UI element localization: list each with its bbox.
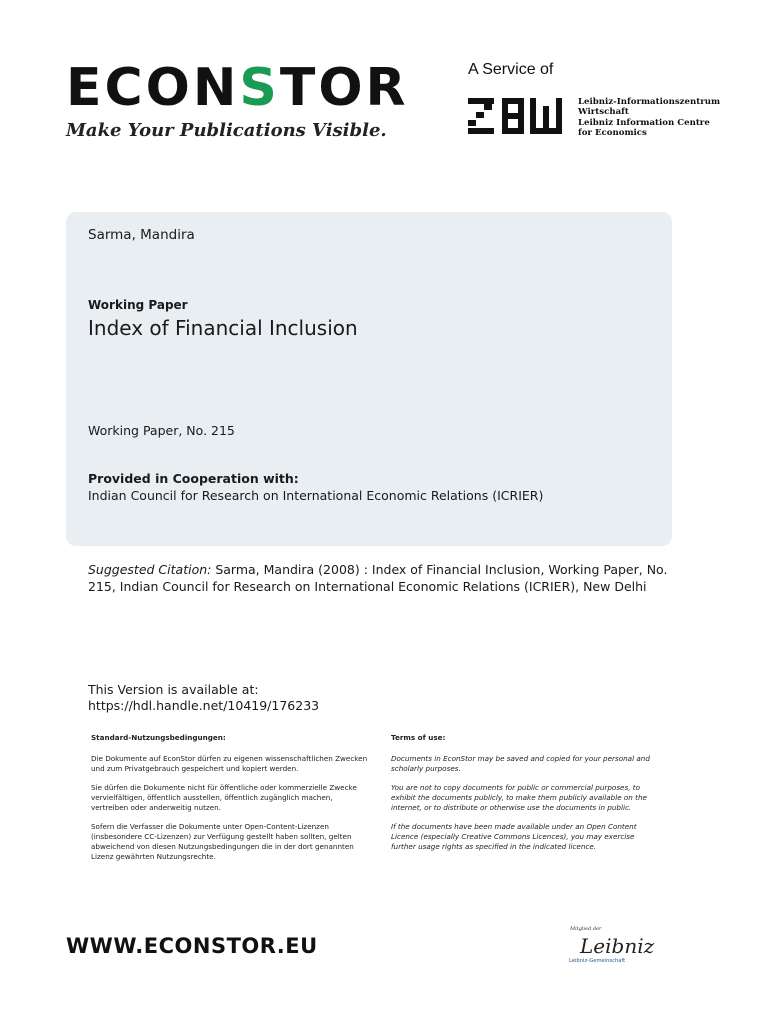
leibniz-wordmark: Leibniz [580, 934, 655, 958]
handle-link[interactable]: https://hdl.handle.net/10419/176233 [88, 698, 320, 713]
zbw-line-1: Leibniz-Informationszentrum [578, 97, 721, 107]
logo-part-econ: ECON [66, 58, 240, 118]
document-type: Working Paper [88, 298, 188, 312]
econstor-website-link[interactable]: WWW.ECONSTOR.EU [66, 934, 318, 958]
terms-english [391, 733, 661, 861]
suggested-citation [88, 561, 668, 595]
citation-text: Sarma, Mandira (2008) : Index of Financial Inclusion, Working Paper, No. 215, Indian Council for Research on International Economic Relations (ICRIER), New Delhi [88, 562, 668, 594]
document-title: Index of Financial Inclusion [88, 316, 358, 340]
logo-part-tor: TOR [279, 58, 409, 118]
zbw-line-3: Leibniz Information Centre [578, 117, 710, 128]
zbw-line-4: for Economics [578, 128, 647, 139]
logo-part-s: S [239, 58, 280, 118]
terms-german-p2: Sie dürfen die Dokumente nicht für öffentliche oder kommerzielle Zwecke vervielfältigen, öffentlich ausstellen, öffentlich zugänglich machen, vertreiben oder anderweitig nutzen. [91, 783, 357, 812]
author: Sarma, Mandira [88, 227, 195, 243]
zbw-line-2: Wirtschaft [578, 107, 629, 118]
series-info: Working Paper, No. 215 [88, 423, 235, 438]
terms-german-p3: Sofern die Verfasser die Dokumente unter Open-Content-Lizenzen (insbesondere CC-Lizenzen) zur Verfügung gestellt haben sollten, gelten abweichend von diesen Nutzungsbedingungen die in der dort genannten Lizenz gewährten Nutzungsrechte. [91, 822, 354, 861]
availability-label: This Version is available at: [88, 682, 259, 697]
terms-english-p1: Documents in EconStor may be saved and copied for your personal and scholarly purposes. [391, 754, 650, 773]
cooperation-organization: Indian Council for Research on International Economic Relations (ICRIER) [88, 488, 544, 503]
leibniz-gemeinschaft-text: Leibniz-Gemeinschaft [569, 958, 626, 964]
cooperation-label: Provided in Cooperation with: [88, 471, 299, 486]
zbw-logo [466, 96, 566, 138]
terms-english-p3: If the documents have been made available under an Open Content Licence (especially Creative Commons Licences), you may exercise further usage rights as specified in the indicated licence. [391, 822, 637, 851]
terms-german [91, 733, 371, 871]
terms-english-heading: Terms of use: [391, 733, 446, 742]
econstor-logo [66, 58, 409, 118]
citation-label: Suggested Citation: [88, 562, 212, 577]
leibniz-logo [566, 922, 655, 970]
zbw-name [578, 97, 720, 139]
terms-german-heading: Standard-Nutzungsbedingungen: [91, 733, 226, 742]
leibniz-member-text: Mitglied der [570, 926, 602, 932]
terms-german-p1: Die Dokumente auf EconStor dürfen zu eigenen wissenschaftlichen Zwecken und zum Privatgebrauch gespeichert und kopiert werden. [91, 754, 368, 773]
service-of-label: A Service of [468, 61, 554, 78]
tagline: Make Your Publications Visible. [66, 120, 387, 141]
terms-english-p2: You are not to copy documents for public or commercial purposes, to exhibit the documents publicly, to make them publicly available on the internet, or to distribute or otherwise use the documents in public. [391, 783, 647, 812]
